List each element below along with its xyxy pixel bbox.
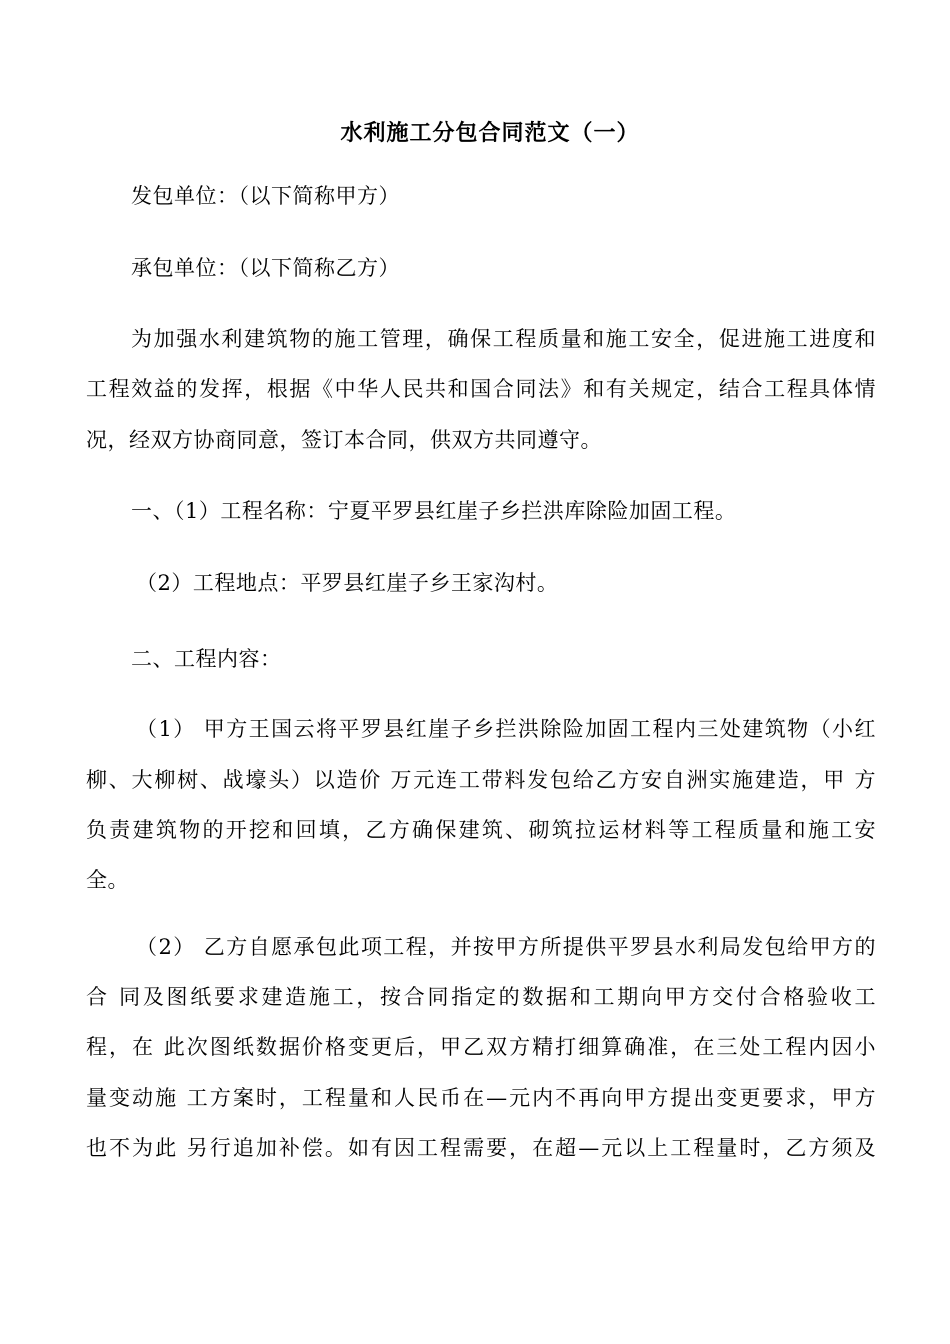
section2-item2-line-4: 量变动施 工方案时，工程量和人民币在—元内不再向甲方提出变更要求，甲方	[86, 1086, 876, 1110]
section2-item1-line-3: 负责建筑物的开挖和回填，乙方确保建筑、砌筑拉运材料等工程质量和施工安	[86, 818, 876, 842]
section2-item1-line-1: （1） 甲方王国云将平罗县红崖子乡拦洪除险加固工程内三处建筑物（小红	[136, 717, 876, 741]
section2-heading: 二、工程内容：	[131, 647, 282, 671]
preamble-line-1: 为加强水利建筑物的施工管理，确保工程质量和施工安全，促进施工进度和	[131, 327, 876, 351]
section2-item1-line-2: 柳、大柳树、战壕头）以造价 万元连工带料发包给乙方安自洲实施建造，甲 方	[86, 768, 876, 792]
section2-item2-line-2: 合 同及图纸要求建造施工，按合同指定的数据和工期向甲方交付合格验收工	[86, 985, 876, 1009]
preamble-line-3: 况，经双方协商同意，签订本合同，供双方共同遵守。	[86, 428, 602, 452]
section2-item2-line-1: （2） 乙方自愿承包此项工程，并按甲方所提供平罗县水利局发包给甲方的	[136, 935, 876, 959]
section2-item1-line-4: 全。	[86, 868, 129, 892]
section1-item2: （2）工程地点：平罗县红崖子乡王家沟村。	[136, 571, 559, 595]
preamble-line-2: 工程效益的发挥，根据《中华人民共和国合同法》和有关规定，结合工程具体情	[86, 377, 876, 401]
section2-item2-line-3: 程，在 此次图纸数据价格变更后，甲乙双方精打细算确准，在三处工程内因小	[86, 1035, 876, 1059]
section1-item1: 一、（1）工程名称：宁夏平罗县红崖子乡拦洪库除险加固工程。	[131, 499, 737, 523]
section2-item2-line-5: 也不为此 另行追加补偿。如有因工程需要，在超—元以上工程量时，乙方须及	[86, 1136, 876, 1160]
document-title: 水利施工分包合同范文（一）	[340, 120, 640, 146]
party-a-line: 发包单位：（以下简称甲方）	[131, 184, 400, 208]
party-b-line: 承包单位：（以下简称乙方）	[131, 256, 400, 280]
